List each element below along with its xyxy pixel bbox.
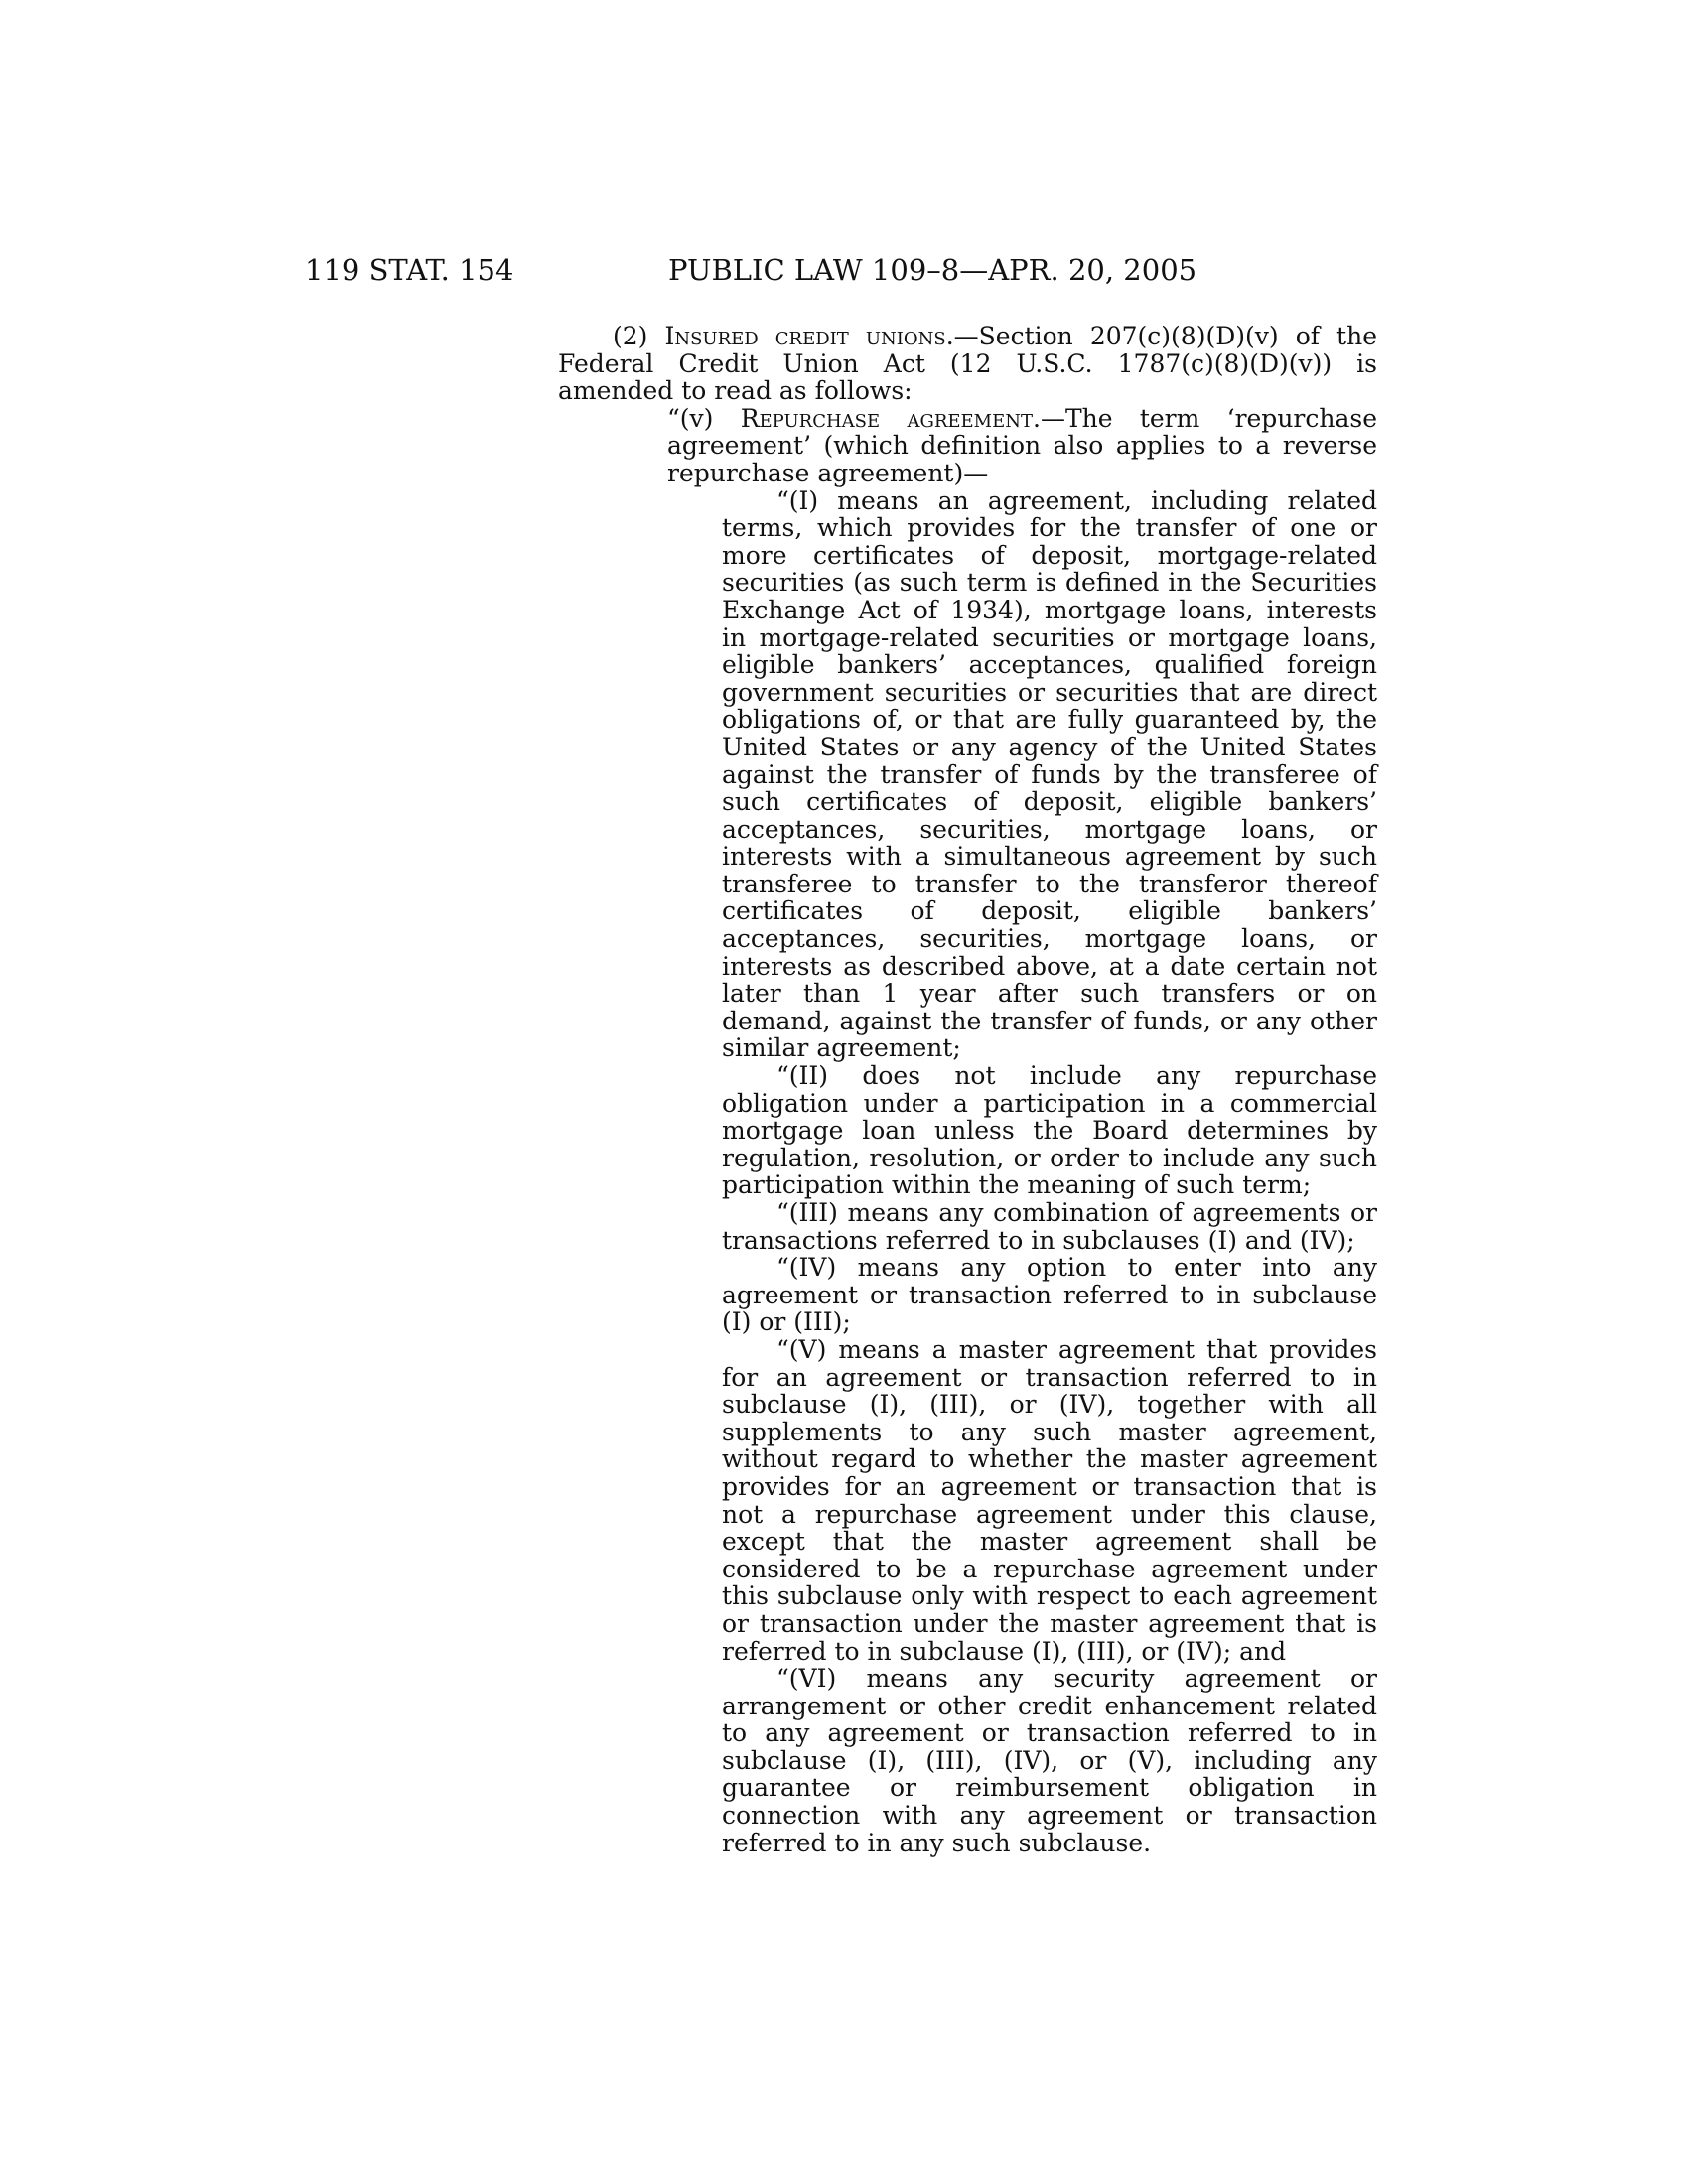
subclause-i: “(I) means an agreement, including related terms, which provides for the transfer of one or more certificates of deposit, mortgage-related securities (as such term is defined in the Securities Exchange Act of 1934), mortgage loans, interests in mortgage-related securities or mortgage loans, eligible bankers’ acceptances, qualified foreign government securities or securities that are direct obligations of, or that are fully guaranteed by, the United States or any agency of the United States against the transfer of funds by the transferee of such certificates of deposit, eligible bankers’ acceptances, securities, mortgage loans, or interests with a simultaneous agreement by such transferee to transfer to the transferor thereof certificates of deposit, eligible bankers’ acceptances, securities, mortgage loans, or interests as described above, at a date certain not later than 1 year after such transfers or on demand, against the transfer of funds, or any other similar agreement;	[722, 485, 1377, 1063]
subclause-iii: “(III) means any combination of agreements or transactions referred to in subclauses (I) and (IV);	[722, 1198, 1377, 1255]
clause-repurchase-agreement	[667, 405, 1377, 487]
law-title: PUBLIC LAW 109–8—APR. 20, 2005	[668, 253, 1197, 287]
paragraph-insured-credit-unions	[558, 323, 1377, 405]
subclause-ii: “(II) does not include any repurchase obligation under a participation in a commercial mortgage loan unless the Board determines by regulation, resolution, or order to include any such participation within the meaning of such term;	[722, 1061, 1377, 1200]
subclause-iv: “(IV) means any option to enter into any agreement or transaction referred to in subclause (I) or (III);	[722, 1253, 1377, 1337]
subclause-vi: “(VI) means any security agreement or arrangement or other credit enhancement related to any agreement or transaction referred to in subclause (I), (III), (IV), or (V), including any guarantee or reimbursement obligation in connection with any agreement or transaction referred to in any such subclause.	[722, 1664, 1377, 1857]
paragraph-text: —Section 207(c)(8)(D)(v) of the Federal Credit Union Act (12 U.S.C. 1787(c)(8)(D)(v)) is amended to read as follows:	[558, 322, 1377, 406]
clause-number: “(v)	[667, 403, 741, 433]
page-header	[305, 250, 1670, 290]
paragraph-heading: Insured credit unions.	[664, 322, 954, 350]
clause-text: —The term ‘repurchase agreement’ (which definition also applies to a reverse repurchase agreement)—	[667, 403, 1377, 487]
paragraph-number: (2)	[613, 322, 665, 350]
subclause-v: “(V) means a master agreement that provides for an agreement or transaction referred to in subclause (I), (III), or (IV), together with all supplements to any such master agreement, without regard to whether the master agreement provides for an agreement or transaction that is not a repurchase agreement under this clause, except that the master agreement shall be considered to be a repurchase agreement under this subclause only with respect to each agreement or transaction under the master agreement that is referred to in subclause (I), (III), or (IV); and	[722, 1334, 1377, 1666]
section-body	[558, 323, 1377, 1856]
clause-heading: Repurchase agreement.	[740, 403, 1041, 433]
stat-citation: 119 STAT. 154	[305, 253, 514, 287]
